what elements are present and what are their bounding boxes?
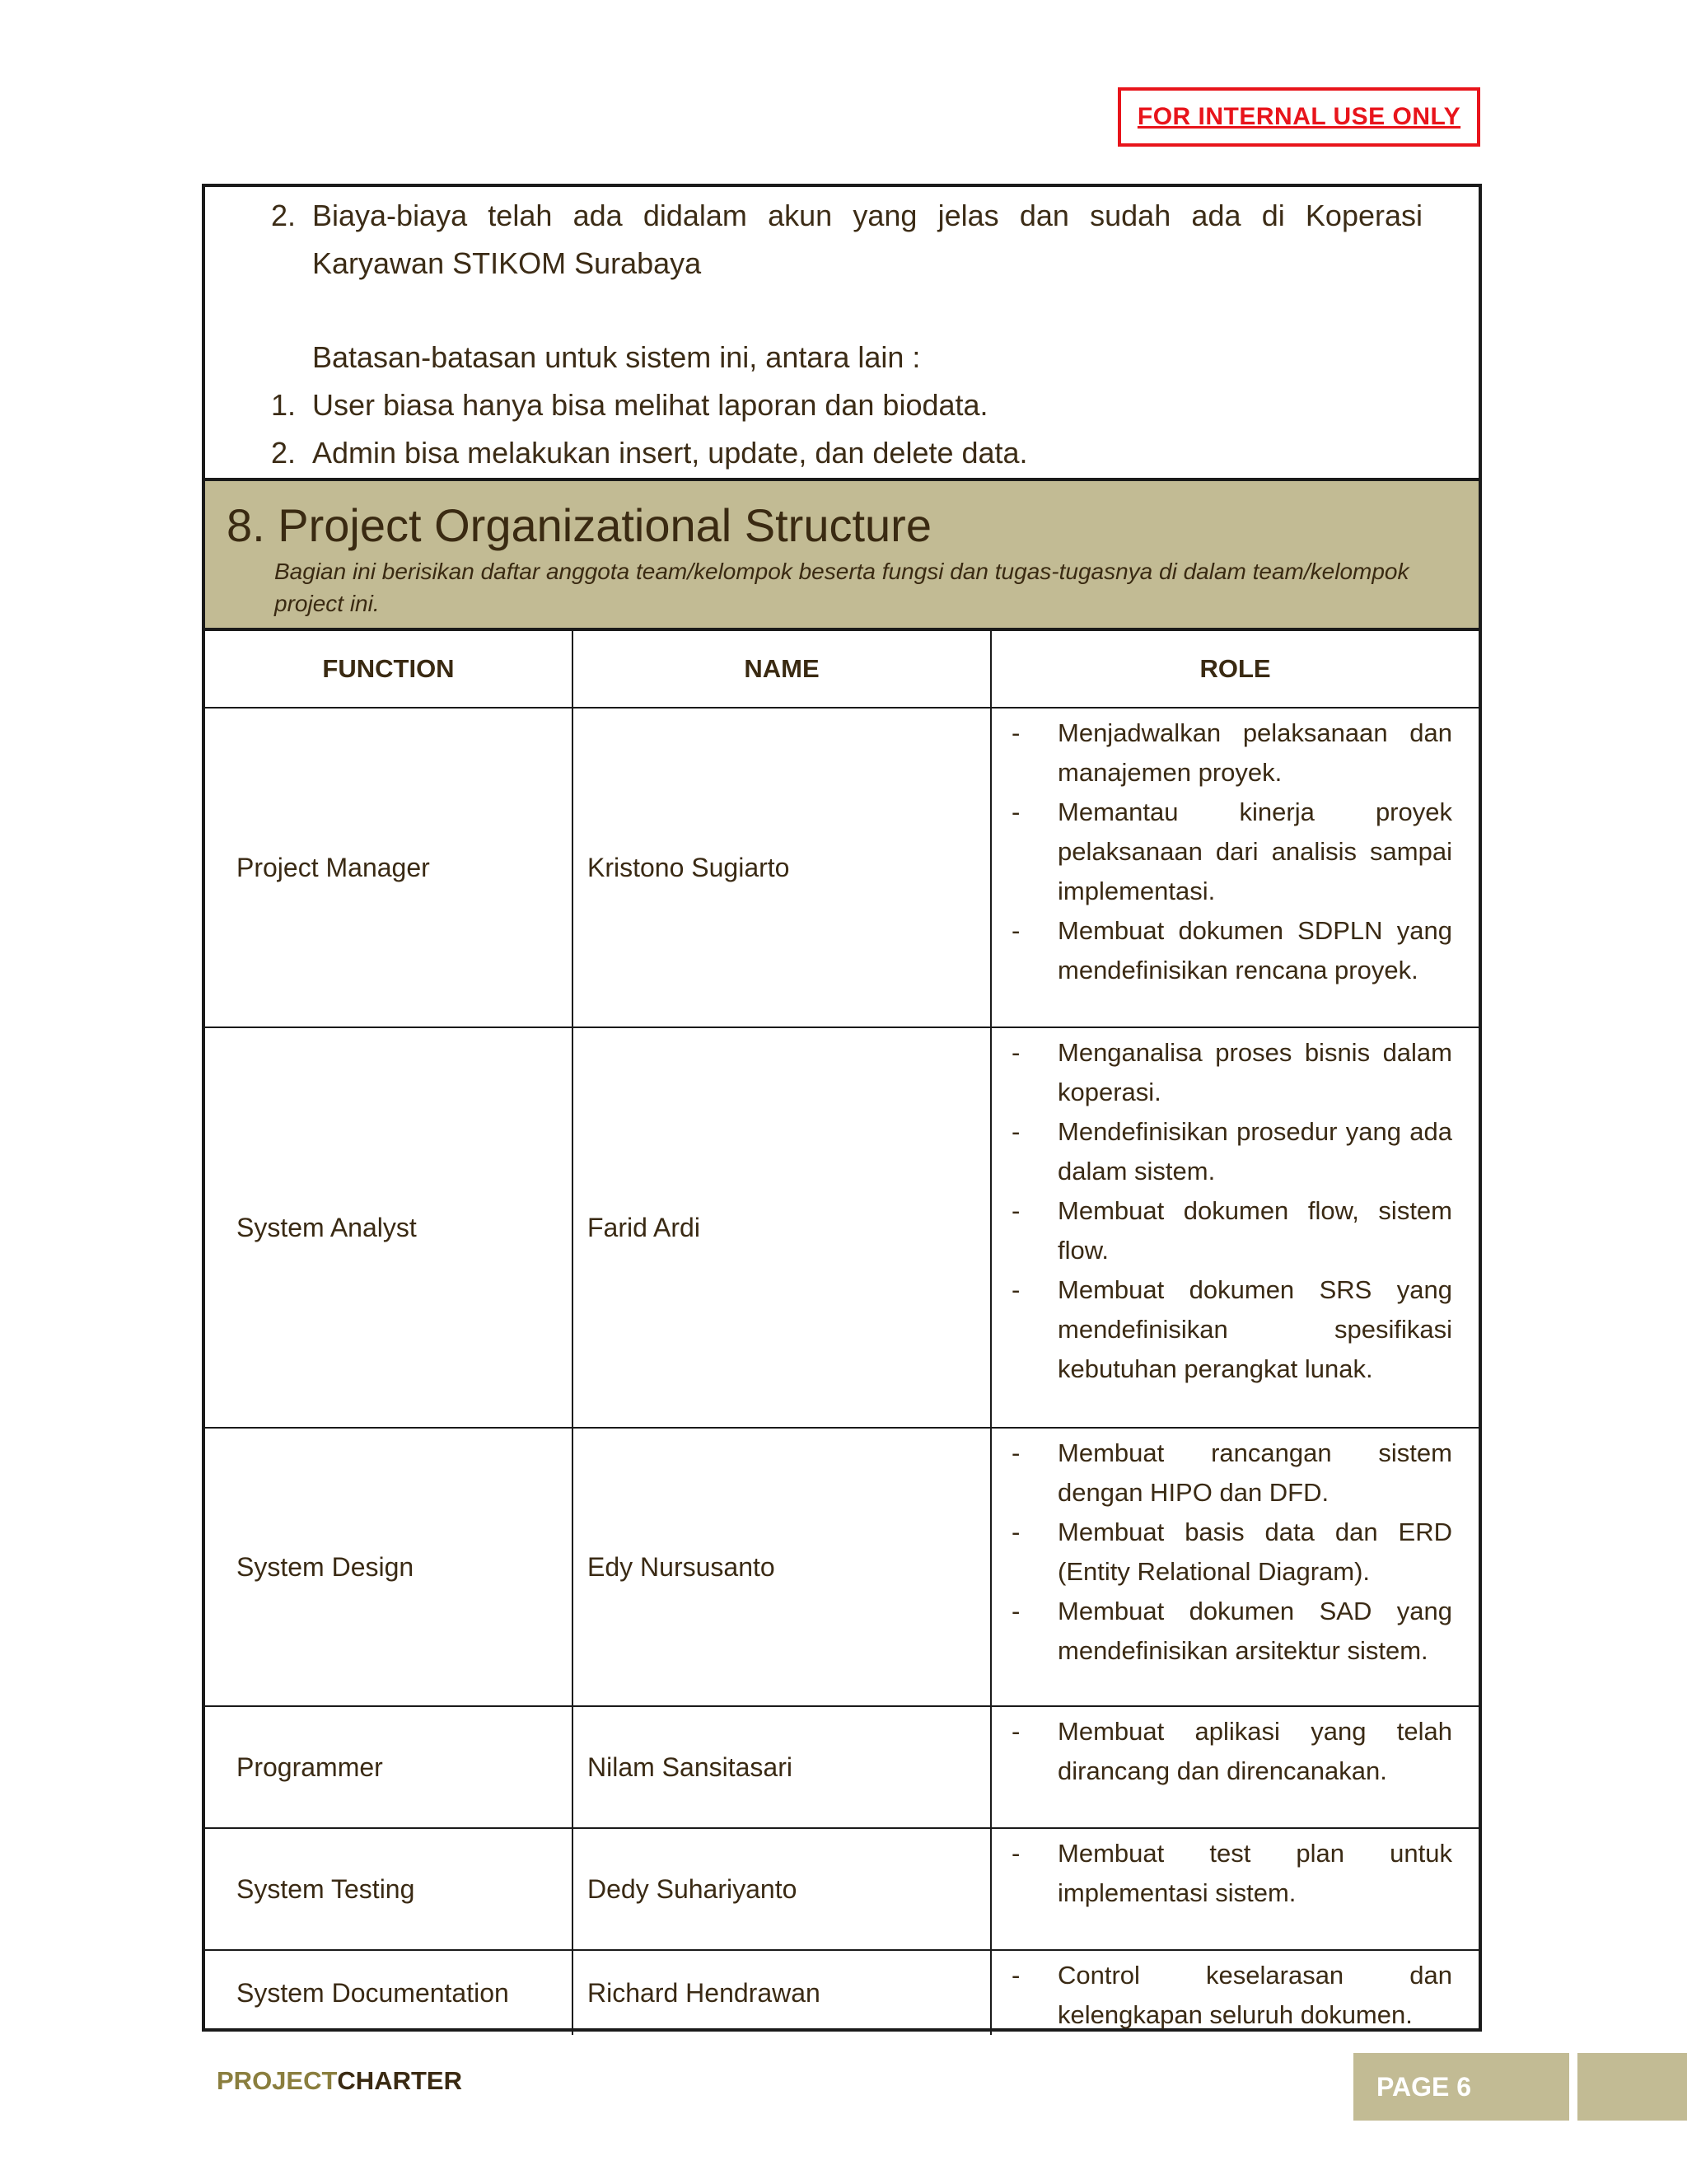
function-cell <box>205 1027 572 1428</box>
role-cell <box>991 1027 1479 1428</box>
name-cell <box>572 1950 991 2035</box>
role-list <box>992 1429 1479 1671</box>
table-row <box>205 1828 1479 1950</box>
table-row <box>205 1706 1479 1828</box>
name-cell <box>572 1706 991 1828</box>
table-row <box>205 1950 1479 2035</box>
page-number: PAGE 6 <box>1376 2071 1471 2102</box>
function-cell <box>205 1428 572 1706</box>
function-cell <box>205 708 572 1027</box>
role-list <box>992 1951 1479 2035</box>
header-role: ROLE <box>991 631 1479 708</box>
role-item: - Membuat rancangan sistem dengan HIPO dan DFD. <box>992 1433 1452 1513</box>
function-text: System Documentation <box>236 1977 509 2008</box>
role-list <box>992 1028 1479 1389</box>
role-item: - Mendefinisikan prosedur yang ada dalam sistem. <box>992 1112 1452 1191</box>
stamp-label: FOR INTERNAL USE ONLY <box>1137 103 1461 130</box>
name-cell <box>572 708 991 1027</box>
name-cell <box>572 1027 991 1428</box>
footer-accent-box <box>1577 2053 1687 2121</box>
function-text: System Analyst <box>236 1212 417 1242</box>
function-cell <box>205 1828 572 1950</box>
organization-table <box>205 631 1479 2035</box>
page-number-box <box>1353 2053 1569 2121</box>
name-text: Nilam Sansitasari <box>587 1751 792 1782</box>
intro-item-2-number: 2. <box>270 199 296 232</box>
limits-heading: Batasan-batasan untuk sistem ini, antara lain : <box>312 340 921 374</box>
role-item: - Membuat aplikasi yang telah dirancang dan direncanakan. <box>992 1712 1452 1791</box>
role-item: - Membuat dokumen SAD yang mendefinisikan arsitektur sistem. <box>992 1592 1452 1671</box>
footer-brand-project: PROJECT <box>217 2066 338 2095</box>
internal-use-stamp <box>1118 87 1480 147</box>
table-row <box>205 708 1479 1027</box>
role-item: - Membuat dokumen flow, sistem flow. <box>992 1191 1452 1270</box>
name-text: Farid Ardi <box>587 1212 700 1242</box>
role-item: - Membuat basis data dan ERD (Entity Relational Diagram). <box>992 1513 1452 1592</box>
footer-brand-charter: CHARTER <box>337 2066 462 2095</box>
name-cell <box>572 1828 991 1950</box>
footer-brand <box>217 2066 462 2096</box>
role-list <box>992 1829 1479 1913</box>
name-text: Richard Hendrawan <box>587 1977 820 2008</box>
role-list <box>992 709 1479 990</box>
intro-item-2-line-2: Karyawan STIKOM Surabaya <box>312 246 702 280</box>
role-cell <box>991 1828 1479 1950</box>
role-item: - Control keselarasan dan kelengkapan seluruh dokumen. <box>992 1956 1452 2035</box>
role-item: - Menganalisa proses bisnis dalam koperasi. <box>992 1033 1452 1112</box>
role-list <box>992 1707 1479 1791</box>
section-title: 8. Project Organizational Structure <box>227 499 932 551</box>
role-cell <box>991 1428 1479 1706</box>
table-row <box>205 1027 1479 1428</box>
limit-item-text: User biasa hanya bisa melihat laporan dan biodata. <box>312 388 988 422</box>
intro-item-2-line-1: Biaya-biaya telah ada didalam akun yang jelas dan sudah ada di Koperasi <box>312 199 1423 232</box>
section-header-band <box>205 478 1479 631</box>
role-cell <box>991 1950 1479 2035</box>
function-text: Programmer <box>236 1751 383 1782</box>
limit-item-text: Admin bisa melakukan insert, update, dan delete data. <box>312 436 1028 470</box>
limit-item-number: 2. <box>270 436 296 470</box>
function-text: Project Manager <box>236 852 430 882</box>
function-cell <box>205 1950 572 2035</box>
role-item: - Menjadwalkan pelaksanaan dan manajemen proyek. <box>992 713 1452 793</box>
intro-section <box>205 187 1479 478</box>
name-text: Dedy Suhariyanto <box>587 1873 797 1904</box>
role-cell <box>991 1706 1479 1828</box>
name-text: Kristono Sugiarto <box>587 852 790 882</box>
header-function: FUNCTION <box>205 631 572 708</box>
section-description: Bagian ini berisikan daftar anggota team/kelompok beserta fungsi dan tugas-tugasnya di dalam team/kelompok project ini. <box>274 559 1409 616</box>
name-text: Edy Nursusanto <box>587 1551 775 1582</box>
table-row <box>205 1428 1479 1706</box>
role-cell <box>991 708 1479 1027</box>
table-header-row <box>205 631 1479 708</box>
function-cell <box>205 1706 572 1828</box>
document-frame <box>202 184 1482 2032</box>
header-name: NAME <box>572 631 991 708</box>
name-cell <box>572 1428 991 1706</box>
role-item: - Membuat dokumen SRS yang mendefinisikan spesifikasi kebutuhan perangkat lunak. <box>992 1270 1452 1389</box>
role-item: - Memantau kinerja proyek pelaksanaan dari analisis sampai implementasi. <box>992 793 1452 911</box>
role-item: - Membuat dokumen SDPLN yang mendefinisikan rencana proyek. <box>992 911 1452 990</box>
limit-item-number: 1. <box>270 388 296 422</box>
function-text: System Testing <box>236 1873 415 1904</box>
function-text: System Design <box>236 1551 414 1582</box>
role-item: - Membuat test plan untuk implementasi sistem. <box>992 1834 1452 1913</box>
